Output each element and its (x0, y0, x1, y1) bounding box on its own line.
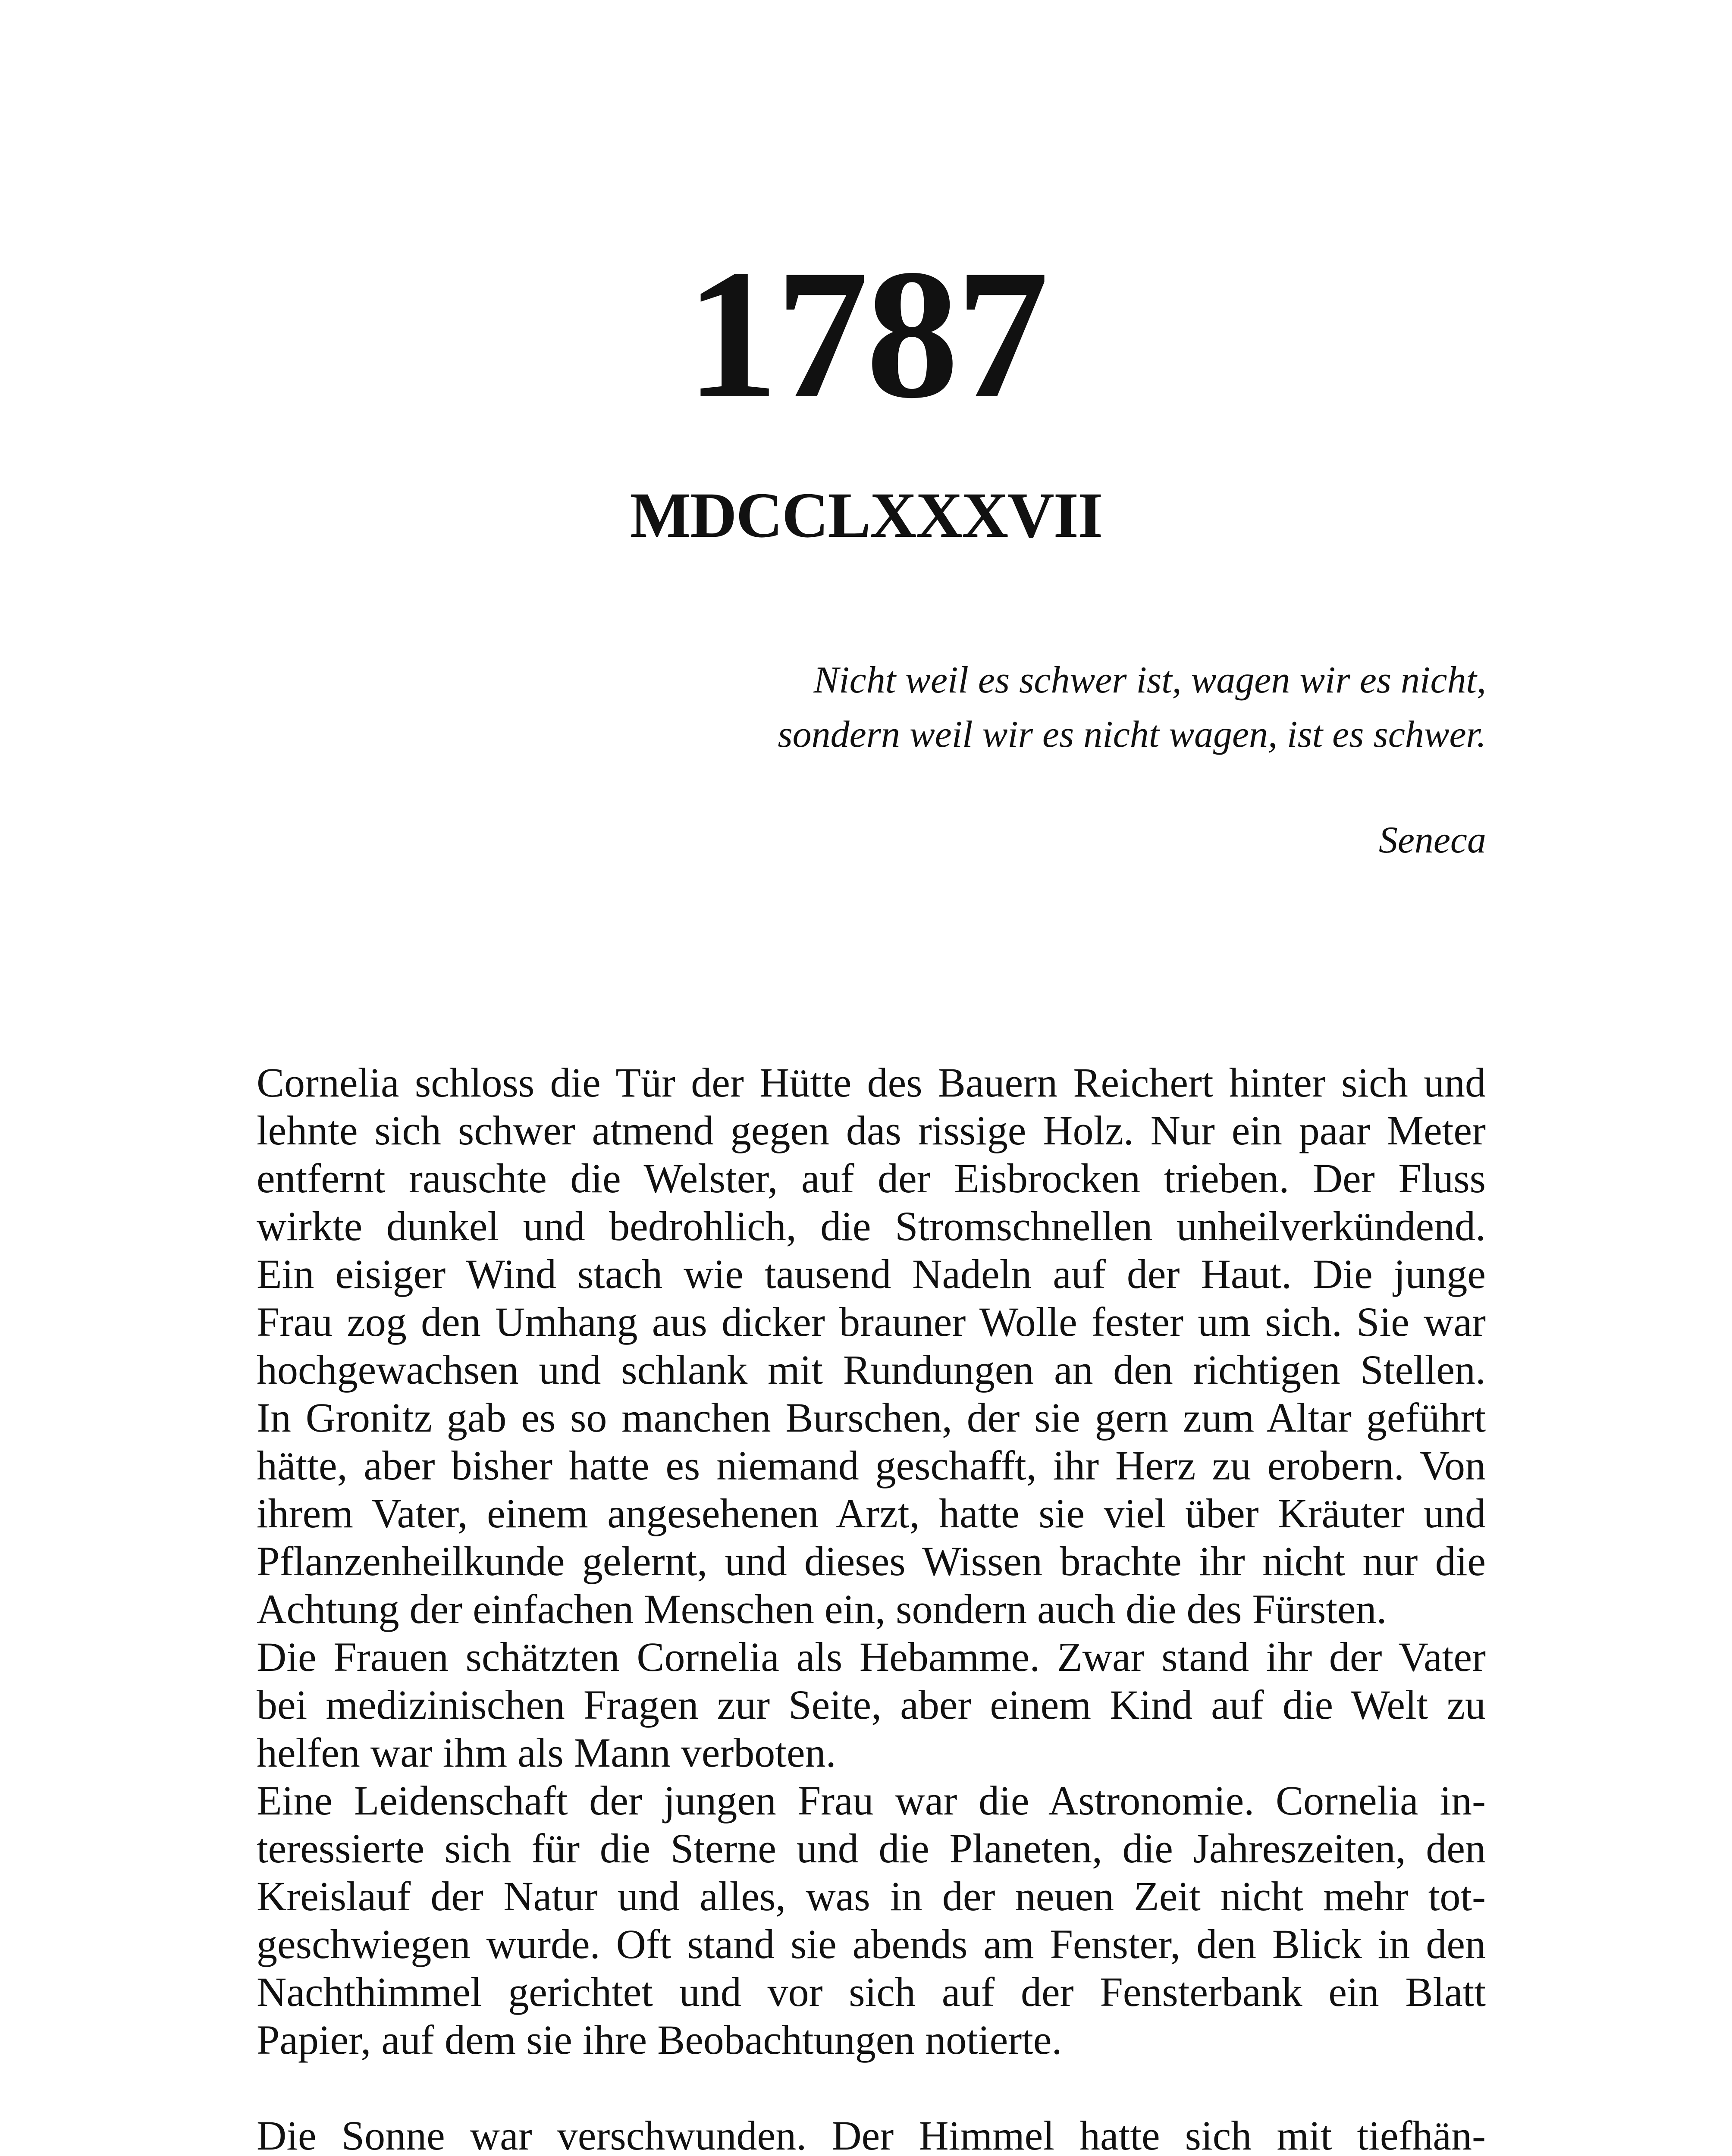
text-line: hätte, aber bisher hatte es niemand geschafft, ihr Herz zu erobern. Von (257, 1442, 1486, 1489)
epigraph-quote (365, 653, 1486, 762)
text-line: bei medizinischen Fragen zur Seite, aber einem Kind auf die Welt zu (257, 1682, 1486, 1728)
text-line: hochgewachsen und schlank mit Rundungen an den richtigen Stellen. (257, 1347, 1486, 1393)
body-text (257, 1059, 1486, 2156)
text-line: Nachthimmel gerichtet und vor sich auf der Fensterbank ein Blatt (257, 1969, 1486, 2015)
text-line: wirkte dunkel und bedrohlich, die Stromschnellen unheilverkündend. (257, 1203, 1486, 1249)
text-line: teressierte sich für die Sterne und die Planeten, die Jahreszeiten, den (257, 1825, 1486, 1871)
text-line: Die Sonne war verschwunden. Der Himmel hatte sich mit tiefhän- (257, 2112, 1486, 2156)
text-line: Die Frauen schätzten Cornelia als Hebamme. Zwar stand ihr der Vater (257, 1634, 1486, 1680)
epigraph-line: Nicht weil es schwer ist, wagen wir es nicht, (813, 659, 1486, 701)
text-line: Pflanzenheilkunde gelernt, und dieses Wissen brachte ihr nicht nur die (257, 1538, 1486, 1584)
text-line: helfen war ihm als Mann verboten. (257, 1730, 836, 1776)
epigraph-line: sondern weil wir es nicht wagen, ist es schwer. (778, 714, 1486, 755)
text-line: Eine Leidenschaft der jungen Frau war die Astronomie. Cornelia in- (257, 1777, 1486, 1824)
chapter-year-roman: MDCCLXXXVII (630, 479, 1102, 551)
text-line: Kreislauf der Natur und alles, was in der neuen Zeit nicht mehr tot- (257, 1873, 1486, 1919)
text-line: Papier, auf dem sie ihre Beobachtungen notierte. (257, 2017, 1062, 2063)
text-line: Ein eisiger Wind stach wie tausend Nadeln auf der Haut. Die junge (257, 1251, 1486, 1297)
text-line: Achtung der einfachen Menschen ein, sondern auch die des Fürsten. (257, 1586, 1387, 1632)
text-line: geschwiegen wurde. Oft stand sie abends am Fenster, den Blick in den (257, 1921, 1486, 1967)
text-line: ihrem Vater, einem angesehenen Arzt, hatte sie viel über Kräuter und (257, 1490, 1486, 1536)
text-line: lehnte sich schwer atmend gegen das rissige Holz. Nur ein paar Meter (257, 1107, 1486, 1153)
epigraph-attribution: Seneca (1378, 819, 1486, 861)
text-line: In Gronitz gab es so manchen Burschen, der sie gern zum Altar geführt (257, 1395, 1486, 1441)
text-line: Frau zog den Umhang aus dicker brauner Wolle fester um sich. Sie war (257, 1299, 1486, 1345)
text-line: Cornelia schloss die Tür der Hütte des Bauern Reichert hinter sich und (257, 1059, 1486, 1106)
text-line: entfernt rauschte die Welster, auf der Eisbrocken trieben. Der Fluss (257, 1155, 1486, 1201)
chapter-year: 1787 (686, 232, 1046, 437)
paragraph-gap (257, 2064, 1486, 2112)
